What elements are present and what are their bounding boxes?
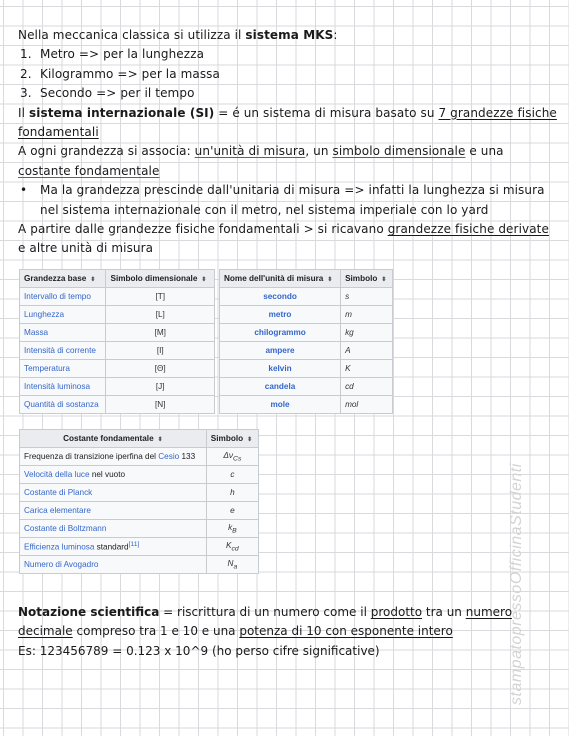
- table-cell-link[interactable]: mole: [220, 396, 341, 414]
- cesium-link[interactable]: Cesio: [158, 452, 180, 461]
- notation-definition: [18, 603, 558, 642]
- table-cell: $\Delta\nu_{Cs}$: [206, 448, 258, 466]
- base-quantities-table: [19, 269, 215, 414]
- table-cell: m: [341, 306, 393, 324]
- text: A ogni grandezza si associa:: [18, 144, 195, 159]
- column-header[interactable]: Nome dell'unità di misura ⬍: [220, 270, 341, 288]
- mks-line: [18, 26, 558, 45]
- list-item: [20, 45, 558, 64]
- notes-bottom: [18, 603, 558, 661]
- table-cell: Efficienza luminosa standard[11]: [20, 538, 207, 556]
- table-cell-link[interactable]: ampere: [220, 342, 341, 360]
- table-cell: h: [206, 484, 258, 502]
- table-cell: [20, 520, 207, 538]
- table-row: [220, 378, 393, 396]
- underlined-constant: costante fondamentale: [18, 163, 160, 178]
- column-header[interactable]: Simbolo ⬍: [206, 430, 258, 448]
- constant-link[interactable]: Carica elementare: [24, 506, 91, 515]
- table-row: [20, 288, 215, 306]
- table-row: [20, 520, 259, 538]
- column-header[interactable]: Costante fondamentale ⬍: [20, 430, 207, 448]
- list-number: 2.: [20, 66, 32, 81]
- table-cell-link[interactable]: candela: [220, 378, 341, 396]
- table-cell: kg: [341, 324, 393, 342]
- column-header[interactable]: Grandezza base ⬍: [20, 270, 106, 288]
- list-text: Secondo => per il tempo: [40, 86, 195, 101]
- table-row: [20, 484, 259, 502]
- constant-link[interactable]: Efficienza luminosa: [24, 542, 95, 552]
- underlined-symbol: simbolo dimensionale: [332, 144, 466, 159]
- underlined-unit: un'unità di misura: [194, 144, 306, 159]
- table-cell: [20, 484, 207, 502]
- list-number: 1.: [20, 47, 32, 62]
- table-cell: Velocità della luce nel vuoto: [20, 466, 207, 484]
- table-cell: [N]: [106, 396, 215, 414]
- table-cell: $K_{cd}$: [206, 538, 258, 556]
- table-cell: c: [206, 466, 258, 484]
- sort-icon[interactable]: ⬍: [247, 437, 253, 443]
- derived-underlined: grandezze fisiche derivate: [387, 222, 549, 237]
- table-cell: [20, 502, 207, 520]
- sort-icon[interactable]: ⬍: [157, 437, 163, 443]
- list-item: [20, 84, 558, 103]
- text: Il: [18, 105, 29, 120]
- underlined-product: prodotto: [370, 605, 423, 619]
- table-cell-link[interactable]: Lunghezza: [20, 306, 106, 324]
- table-cell-link[interactable]: chilogrammo: [220, 324, 341, 342]
- si-underlined: 7 grandezze fisiche fondamentali: [18, 105, 557, 140]
- si-definition: [18, 104, 558, 143]
- table-row: [220, 324, 393, 342]
- derived-line: [18, 220, 558, 259]
- table-cell: A: [341, 342, 393, 360]
- bullet-glyph: •: [20, 183, 28, 198]
- table-cell: [T]: [106, 288, 215, 306]
- constant-link[interactable]: Costante di Boltzmann: [24, 524, 107, 533]
- table-cell: K: [341, 360, 393, 378]
- text: , un: [305, 144, 333, 159]
- table-cell-link[interactable]: Massa: [20, 324, 106, 342]
- table-row: [20, 396, 215, 414]
- si-term: sistema internazionale (SI): [29, 105, 215, 120]
- column-header[interactable]: Simbolo dimensionale ⬍: [106, 270, 215, 288]
- table-cell: [Θ]: [106, 360, 215, 378]
- list-item: [20, 65, 558, 84]
- table-cell: e: [206, 502, 258, 520]
- table-header-row: [220, 270, 393, 288]
- underlined-power: potenza di 10 con esponente intero: [239, 624, 453, 639]
- table-row: [20, 342, 215, 360]
- notation-term: Notazione scientifica: [18, 605, 160, 619]
- table-row: [220, 360, 393, 378]
- table-cell: [20, 556, 207, 574]
- table-cell-link[interactable]: Quantità di sostanza: [20, 396, 106, 414]
- si-units-table: [219, 269, 393, 414]
- table-cell: [M]: [106, 324, 215, 342]
- mks-list: [18, 45, 558, 103]
- table-cell-link[interactable]: metro: [220, 306, 341, 324]
- table-cell: $k_B$: [206, 520, 258, 538]
- mks-term: sistema MKS: [245, 28, 334, 42]
- constant-link[interactable]: Numero di Avogadro: [24, 560, 99, 569]
- table-row: [20, 324, 215, 342]
- text: tra un: [422, 605, 466, 619]
- table-row: [20, 448, 259, 466]
- table-cell: $N_a$: [206, 556, 258, 574]
- table-cell-link[interactable]: kelvin: [220, 360, 341, 378]
- table-cell: [J]: [106, 378, 215, 396]
- table-row: [20, 360, 215, 378]
- constant-link[interactable]: Costante di Planck: [24, 488, 93, 497]
- association-line: [18, 142, 558, 181]
- table-row: [220, 306, 393, 324]
- text: = é un sistema di misura basato su: [214, 105, 439, 120]
- bullet-item: [18, 181, 558, 220]
- watermark: stampatopressoOfficinaStudenti: [508, 463, 525, 705]
- table-row: [220, 342, 393, 360]
- notes-top: [18, 26, 558, 259]
- text: e altre unità di misura: [18, 241, 154, 256]
- table-row: [220, 396, 393, 414]
- list-text: Metro => per la lunghezza: [40, 47, 205, 62]
- sort-icon[interactable]: ⬍: [381, 277, 387, 283]
- table-cell: mol: [341, 396, 393, 414]
- column-header[interactable]: Simbolo ⬍: [341, 270, 393, 288]
- text: Nella meccanica classica si utilizza il: [18, 28, 246, 42]
- table-row: [20, 502, 259, 520]
- text: A partire dalle grandezze fisiche fondamentali > si ricavano: [18, 222, 388, 237]
- table-cell-link[interactable]: Intensità di corrente: [20, 342, 106, 360]
- table-header-row: [20, 270, 215, 288]
- text: = riscrittura di un numero come il: [159, 605, 371, 619]
- list-text: Kilogrammo => per la massa: [40, 66, 220, 81]
- table-row: [20, 538, 259, 556]
- table-cell-link[interactable]: Intensità luminosa: [20, 378, 106, 396]
- text: compreso tra 1 e 10 e una: [72, 624, 240, 639]
- constant-link[interactable]: Velocità della luce: [24, 470, 90, 479]
- table-cell-link[interactable]: Temperatura: [20, 360, 106, 378]
- table-cell: [L]: [106, 306, 215, 324]
- reference-link[interactable]: [11]: [128, 541, 140, 549]
- table-row: [20, 556, 259, 574]
- text: :: [333, 28, 338, 42]
- table-row: [220, 288, 393, 306]
- sort-icon[interactable]: ⬍: [327, 277, 333, 283]
- underlined-decimal: numero decimale: [18, 605, 513, 639]
- table-cell-link[interactable]: Intervallo di tempo: [20, 288, 106, 306]
- table-cell: s: [341, 288, 393, 306]
- text: e una: [465, 144, 504, 159]
- table-cell: [I]: [106, 342, 215, 360]
- list-number: 3.: [20, 86, 32, 101]
- table-row: [20, 378, 215, 396]
- sort-icon[interactable]: ⬍: [90, 277, 96, 283]
- table-row: [20, 466, 259, 484]
- table-cell: Frequenza di transizione iperfina del Cesio 133: [20, 448, 207, 466]
- constants-table: [19, 429, 259, 574]
- example-line: Es: 123456789 = 0.123 x 10^9 (ho perso cifre significative): [18, 643, 380, 658]
- table-cell-link[interactable]: secondo: [220, 288, 341, 306]
- sort-icon[interactable]: ⬍: [201, 277, 207, 283]
- bullet-text: Ma la grandezza prescinde dall'unitaria di misura => infatti la lunghezza si misura nel sistema internazionale con il metro, nel sistema imperiale con lo yard: [40, 183, 545, 217]
- table-row: [20, 306, 215, 324]
- table-header-row: [20, 430, 259, 448]
- table-cell: cd: [341, 378, 393, 396]
